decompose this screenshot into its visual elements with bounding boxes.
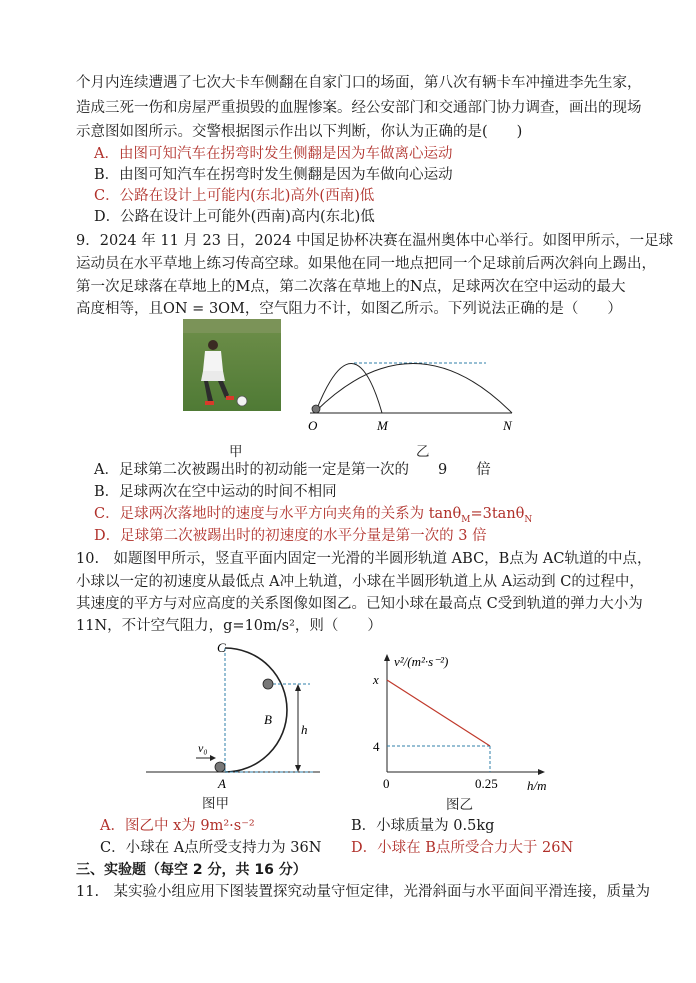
graph-ylabel: v²/(m²·s⁻²) (394, 654, 449, 669)
label-c: C (217, 640, 226, 655)
q8-text-line2: 造成三死一伤和房屋严重损毁的血腥惨案。经公安部门和交通部门协力调查，画出的现场 (76, 100, 642, 116)
trajectory-diagram (300, 355, 530, 435)
soccer-player-photo (183, 319, 281, 411)
q9-text-line2: 运动员在水平草地上练习传高空球。如果他在同一地点把同一个足球前后两次斜向上踢出， (76, 256, 656, 272)
q10-text-line4: 11N，不计空气阻力，g=10m/s²，则（ ） (76, 618, 382, 634)
label-n: N (503, 418, 512, 433)
label-o: O (308, 418, 318, 433)
label-b: B (264, 712, 272, 727)
q10-option-a: A．图乙中 x为 9m²·s⁻² (100, 818, 255, 834)
label-v0: v₀ (198, 741, 208, 755)
v2-h-graph (365, 648, 565, 793)
q9-option-c: C．足球两次落地时的速度与水平方向夹角的关系为 tanθ$_M$=3tanθ$_N$ (94, 506, 533, 525)
q8-option-c: C．公路在设计上可能内(东北)高外(西南)低 (94, 188, 375, 204)
q8-option-a: A．由图可知汽车在拐弯时发生侧翻是因为车做离心运动 (94, 146, 453, 162)
q10-option-d: D．小球在 B点所受合力大于 26N (351, 840, 574, 856)
semicircle-track-diagram (140, 638, 340, 808)
q10-text-line2: 小球以一定的初速度从最低点 A冲上轨道，小球在半圆形轨道上从 A运动到 C的过程中， (76, 574, 644, 590)
q9-diagram-caption: 乙 (416, 444, 430, 459)
q9-text-line4: 高度相等，且ON = 3OM，空气阻力不计，如图乙所示。下列说法正确的是（ ） (76, 301, 622, 317)
q9-option-a: A．足球第二次被踢出时的初动能一定是第一次的 9 倍 (94, 462, 491, 478)
q10-text-line3: 其速度的平方与对应高度的关系图像如图乙。已知小球在最高点 C受到轨道的弹力大小为 (76, 596, 643, 612)
q8-option-d: D．公路在设计上可能外(西南)高内(东北)低 (94, 209, 375, 225)
q10-fig-right-caption: 图乙 (446, 797, 473, 812)
v2-h-line (387, 680, 490, 746)
tick-0: 0 (383, 776, 390, 791)
q9-text-line3: 第一次足球落在草地上的M点，第二次落在草地上的N点，足球两次在空中运动的最大 (76, 279, 626, 295)
q10-option-b: B．小球质量为 0.5kg (351, 818, 495, 834)
q9-option-b: B．足球两次在空中运动的时间不相同 (94, 484, 337, 500)
tick-4: 4 (373, 739, 380, 754)
q9-photo-caption: 甲 (229, 444, 243, 459)
tick-x: x (373, 672, 379, 687)
q8-text-line1: 个月内连续遭遇了七次大卡车侧翻在自家门口的场面，第八次有辆卡车冲撞进李先生家， (76, 75, 642, 91)
q10-fig-left-caption: 图甲 (202, 796, 229, 811)
section-heading: 三、实验题（每空 2 分，共 16 分） (76, 862, 307, 878)
q8-option-b: B．由图可知汽车在拐弯时发生侧翻是因为车做向心运动 (94, 167, 453, 183)
q11-text-line1: 11. 某实验小组应用下图装置探究动量守恒定律，光滑斜面与水平面间平滑连接，质量为 (76, 884, 651, 900)
q10-text-line1: 10. 如题图甲所示，竖直平面内固定一光滑的半圆形轨道 ABC，B点为 AC轨道的中点， (76, 551, 652, 567)
label-m: M (377, 418, 388, 433)
q8-text-line3: 示意图如图所示。交警根据图示作出以下判断，你认为正确的是( ) (76, 124, 523, 140)
tick-025: 0.25 (475, 776, 498, 791)
graph-xlabel: h/m (527, 778, 547, 793)
label-h: h (301, 722, 308, 737)
q10-option-c: C．小球在 A点所受支持力为 36N (100, 840, 322, 856)
q9-option-d: D．足球第二次被踢出时的初速度的水平分量是第一次的 3 倍 (94, 528, 487, 544)
label-a: A (218, 776, 226, 791)
q9-text-line1: 9．2024 年 11 月 23 日，2024 中国足协杯决赛在温州奥体中心举行。如图甲所示，一足球 (76, 233, 674, 249)
